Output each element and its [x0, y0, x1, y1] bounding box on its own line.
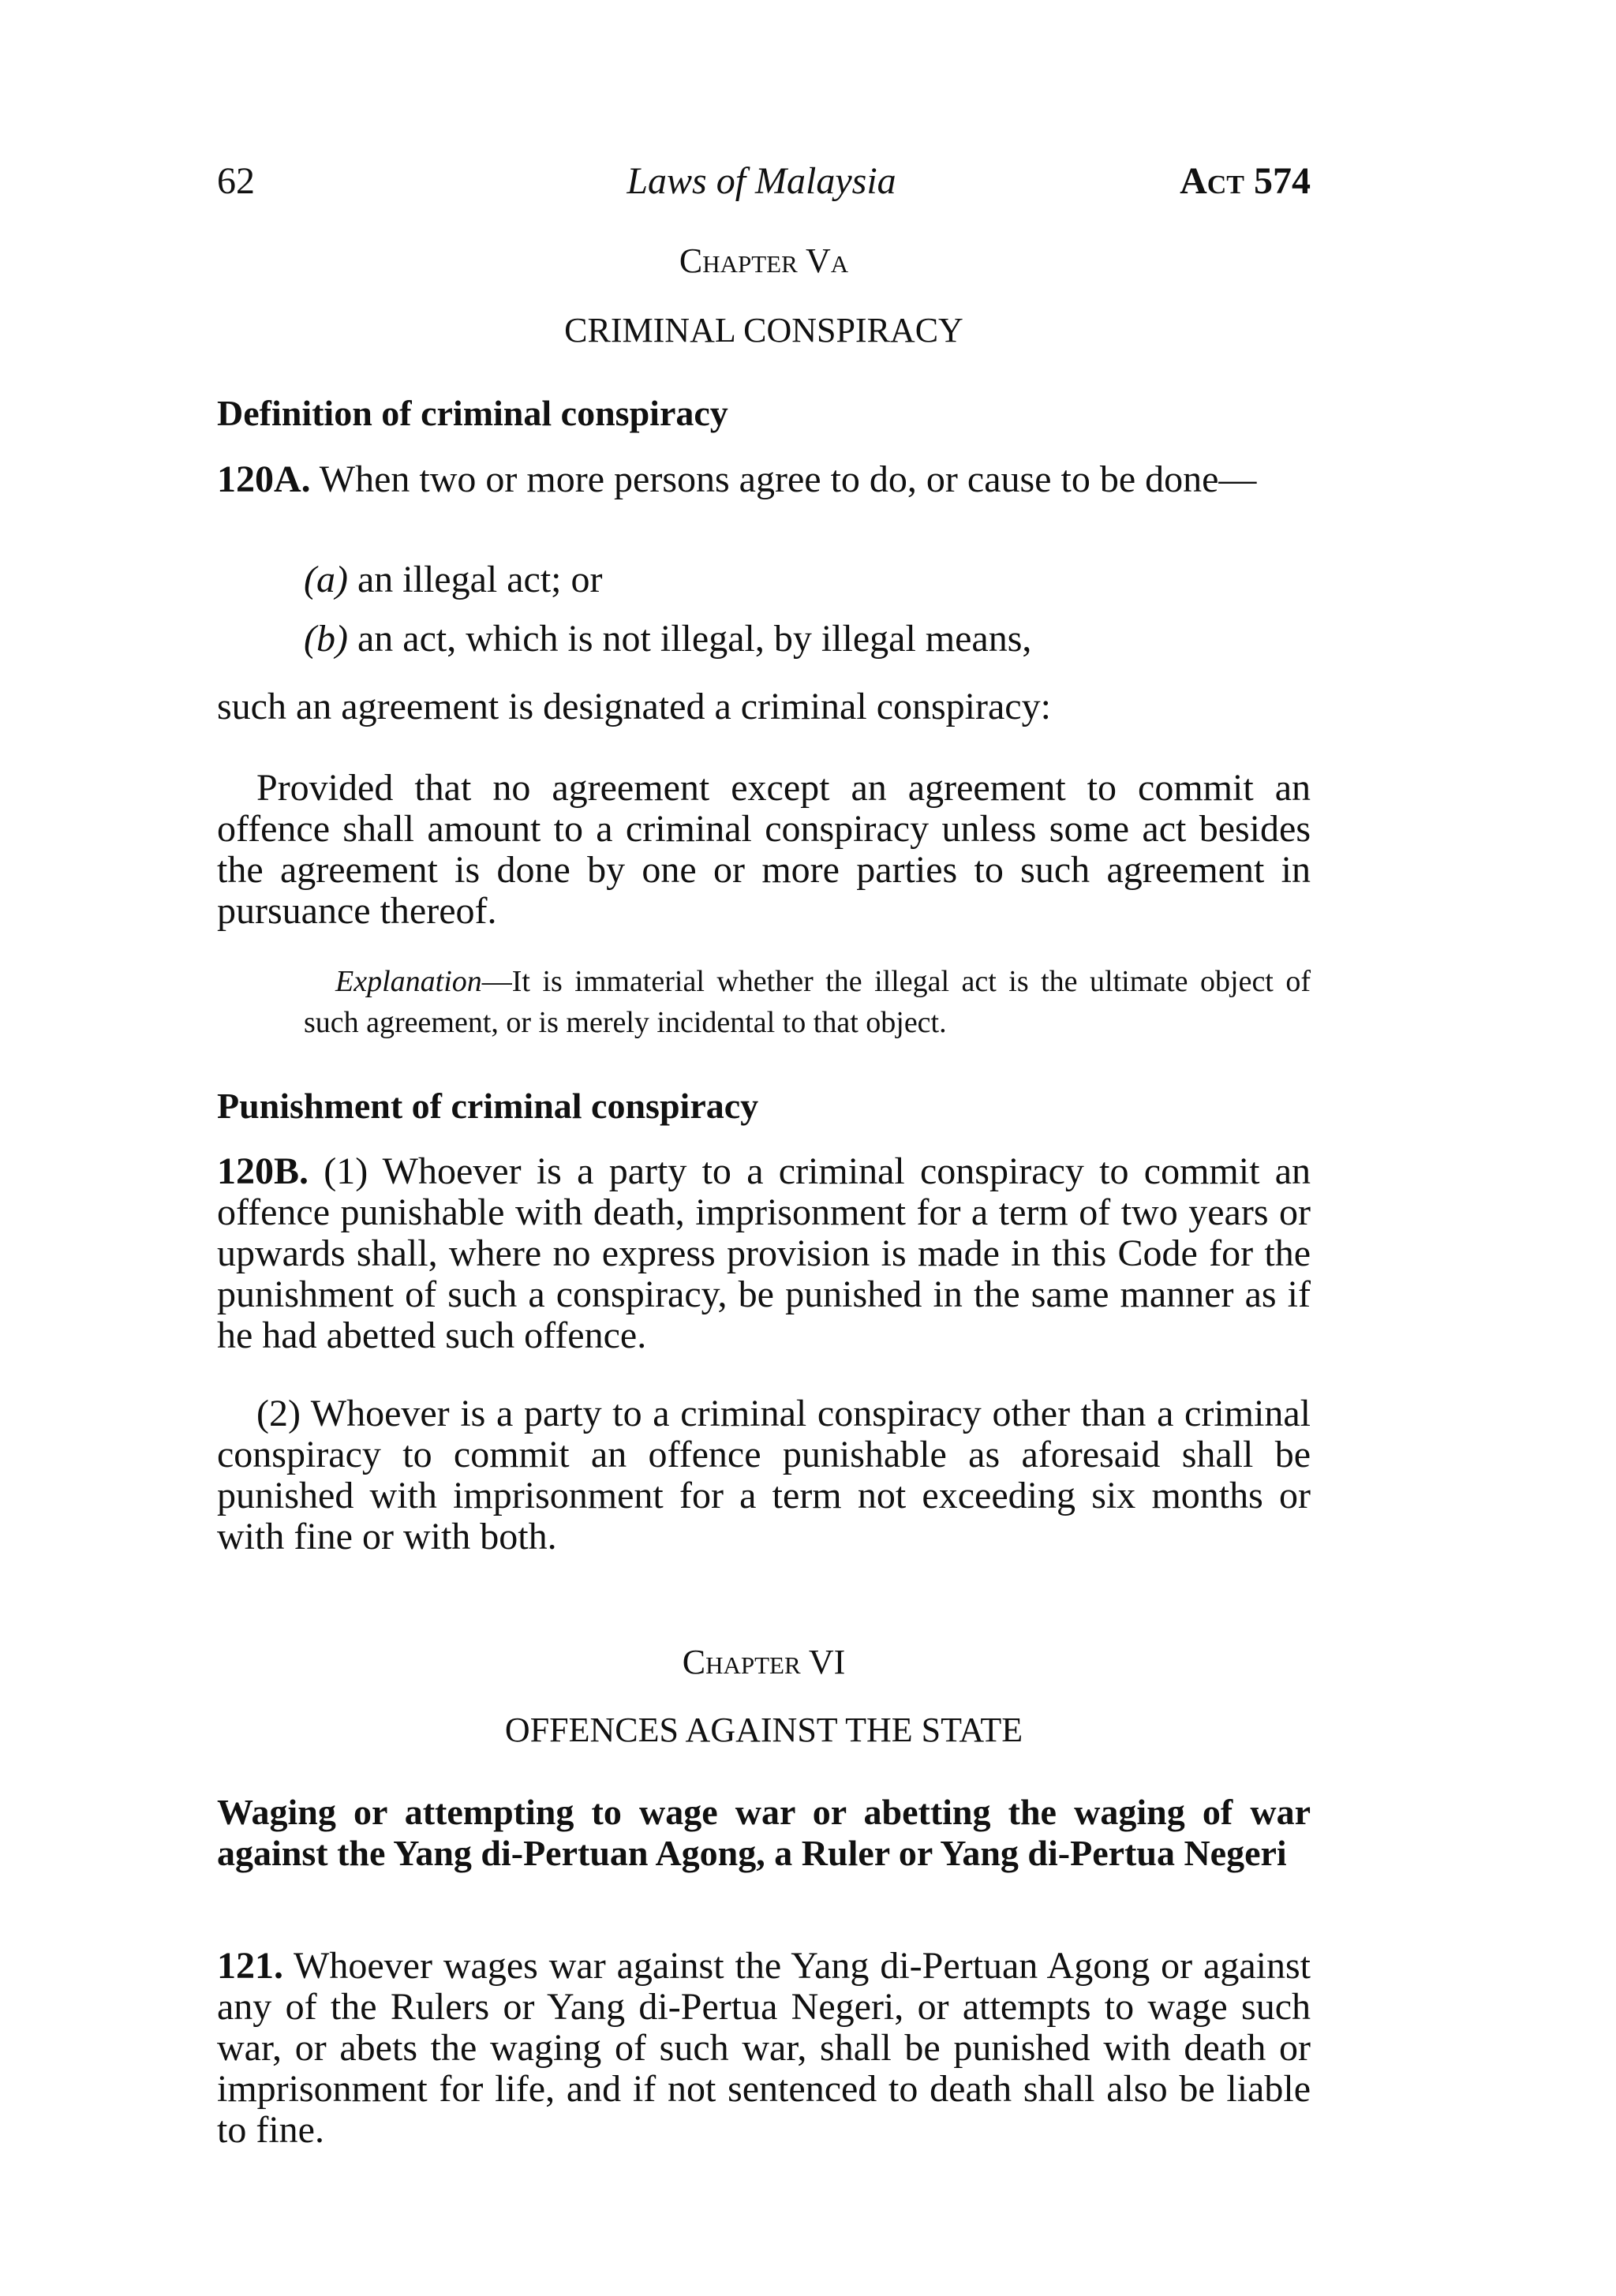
paragraph-text: an act, which is not illegal, by illegal means, — [347, 618, 1032, 660]
chapter-title: OFFENCES AGAINST THE STATE — [504, 1711, 1023, 1749]
section-120a-intro — [217, 459, 1311, 500]
page-number: 62 — [217, 160, 255, 202]
section-text: When two or more persons agree to do, or cause to be done— — [310, 458, 1257, 500]
section-120b-sub1 — [217, 1151, 1311, 1356]
section-number: 120A. — [217, 458, 311, 500]
section-120b-sub2: (2) Whoever is a party to a criminal conspiracy other than a criminal conspiracy to commit an offence punishable as aforesaid shall be punished with imprisonment for a term not exceeding six months or with fine or with both. — [217, 1393, 1311, 1557]
running-title: Laws of Malaysia — [627, 160, 896, 202]
paragraph-text: an illegal act; or — [347, 559, 603, 600]
chapter-heading: Chapter VI — [682, 1643, 846, 1681]
section-121-text — [217, 1946, 1311, 2151]
explanation-text: —It is immaterial whether the illegal act is the ultimate object of such agreement, or is merely incidental to that object. — [304, 965, 1311, 1039]
explanation-label: Explanation — [335, 965, 482, 998]
section-heading: Waging or attempting to wage war or abetting the waging of war against the Yang di-Pertuan Agong, a Ruler or Yang di-Pertua Negeri — [217, 1792, 1311, 1873]
paragraph-label: (b) — [304, 618, 348, 660]
section-number: 121. — [217, 1945, 283, 1987]
section-text: Whoever wages war against the Yang di-Pertuan Agong or against any of the Rulers or Yang di-Pertua Negeri, or attempts to wage such war, or abets the waging of such war, shall be punished with death or imprisonment for life, and if not sentenced to death shall also be liable to fine. — [217, 1945, 1311, 2151]
explanation — [304, 961, 1311, 1043]
paragraph-item-a — [304, 559, 603, 600]
paragraph-label: (a) — [304, 559, 348, 600]
proviso-text: Provided that no agreement except an agreement to commit an offence shall amount to a criminal conspiracy unless some act besides the agreement is done by one or more parties to such agreement in pursuance thereof. — [217, 767, 1311, 932]
section-heading: Definition of criminal conspiracy — [217, 393, 728, 433]
section-text: (1) Whoever is a party to a criminal conspiracy to commit an offence punishable with death, imprisonment for a term of two years or upwards shall, where no express provision is made in this Code for the punishment of such a conspiracy, be punished in the same manner as if he had abetted such offence. — [217, 1150, 1311, 1356]
chapter-heading: Chapter Va — [679, 241, 849, 280]
paragraph-item-b — [304, 619, 1031, 660]
section-number: 120B. — [217, 1150, 309, 1192]
section-closing-text: such an agreement is designated a criminal conspiracy: — [217, 686, 1051, 727]
act-number: Act 574 — [1180, 160, 1311, 202]
chapter-title: CRIMINAL CONSPIRACY — [564, 311, 963, 350]
section-heading: Punishment of criminal conspiracy — [217, 1086, 759, 1126]
